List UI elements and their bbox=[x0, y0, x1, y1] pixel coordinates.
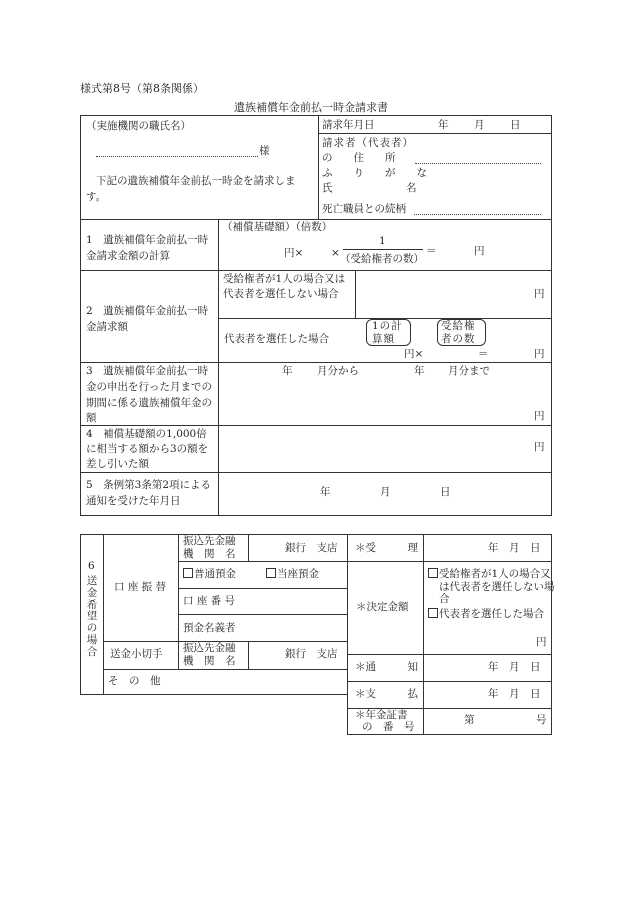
row2-rep-label: 代表者を選任した場合 bbox=[224, 333, 329, 345]
row4-label: 4 補償基礎額の1,000倍に相当する額から3の額を差し引いた額 bbox=[86, 428, 209, 471]
date-year: 年 bbox=[438, 119, 449, 131]
address-label: の 住 所 bbox=[322, 152, 396, 164]
certificate-go: 号 bbox=[536, 714, 547, 726]
row1-times: × bbox=[331, 247, 340, 259]
other-label: そ の 他 bbox=[108, 675, 161, 687]
check-label: 送金小切手 bbox=[110, 648, 163, 660]
row1-basic-label: （補償基礎額）（倍数） bbox=[222, 221, 333, 233]
received-date: 年 月 日 bbox=[488, 542, 541, 554]
row3-label: 3 遺族補償年金前払一時金の申出を行った月までの期間に係る遺族補償年金の額 bbox=[86, 365, 212, 425]
row4-yen: 円 bbox=[534, 441, 545, 453]
ordinary-checkbox[interactable] bbox=[183, 568, 193, 578]
row2-single-yen: 円 bbox=[534, 288, 545, 300]
payment-label: ＊支 払 bbox=[355, 688, 418, 700]
row2-equals: ＝ bbox=[478, 348, 489, 360]
decide-option-1[interactable] bbox=[428, 568, 561, 606]
row1-fraction-bar bbox=[343, 249, 423, 250]
sama-label: 様 bbox=[259, 145, 270, 157]
decide-option-1-label: 受給権者が1人の場合又は代表者を選任しない場合 bbox=[439, 568, 555, 606]
form-title: 遺族補償年金前払一時金請求書 bbox=[234, 101, 388, 114]
row2-single-label: 受給権者が1人の場合又は代表者を選任しない場合 bbox=[223, 273, 346, 301]
name-label: 氏 名 bbox=[322, 182, 417, 194]
section6-vertical-label: 送金希望の場合 bbox=[86, 575, 98, 658]
current-label: 当座預金 bbox=[277, 568, 319, 580]
bank-branch-b: 銀行 支店 bbox=[285, 648, 338, 660]
row1-denominator: （受給権者の数） bbox=[340, 253, 424, 265]
row1-yen: 円 bbox=[474, 245, 485, 257]
payment-date: 年 月 日 bbox=[488, 688, 541, 700]
date-day: 日 bbox=[510, 119, 521, 131]
decide-option-2-label: 代表者を選任した場合 bbox=[439, 608, 544, 620]
row3-to-year: 年 bbox=[414, 365, 425, 377]
row2-yen: 円 bbox=[534, 348, 545, 360]
relation-label: 死亡職員との続柄 bbox=[322, 203, 406, 215]
row2-label: 2 遺族補償年金前払一時金請求額 bbox=[86, 305, 209, 334]
current-checkbox[interactable] bbox=[266, 568, 276, 578]
address-line[interactable] bbox=[415, 163, 541, 164]
claimant-label: 請求者（代表者） bbox=[322, 137, 414, 149]
row3-yen: 円 bbox=[534, 410, 545, 422]
ordinary-label: 普通預金 bbox=[194, 568, 236, 580]
row1-label: 1 遺族補償年金前払一時金請求金額の計算 bbox=[86, 234, 209, 263]
decide-option-1-checkbox[interactable] bbox=[428, 568, 438, 578]
received-label: ＊受 理 bbox=[355, 542, 418, 554]
certificate-label-2: の 番 号 bbox=[362, 721, 415, 733]
org-label: （実施機関の職氏名） bbox=[86, 120, 191, 132]
row3-from: 月分から bbox=[317, 365, 359, 377]
decide-option-2-checkbox[interactable] bbox=[428, 608, 438, 618]
row3-to: 月分まで bbox=[448, 365, 490, 377]
row5-year: 年 bbox=[320, 486, 331, 498]
bank-label-2b: 機 関 名 bbox=[183, 655, 236, 667]
row5-month: 月 bbox=[380, 486, 391, 498]
request-text: 下記の遺族補償年金前払一時金を請求します。 bbox=[86, 175, 296, 204]
row5-day: 日 bbox=[440, 486, 451, 498]
row3-from-year: 年 bbox=[282, 365, 293, 377]
deposit-current[interactable] bbox=[266, 568, 319, 581]
furigana-label: ふ り が な bbox=[322, 167, 427, 179]
row2-yen-times: 円× bbox=[404, 348, 424, 360]
row1-equals: ＝ bbox=[426, 245, 437, 257]
notice-date: 年 月 日 bbox=[488, 661, 541, 673]
decided-amount-label: ＊決定金額 bbox=[356, 601, 409, 613]
date-month: 月 bbox=[474, 119, 485, 131]
account-name-label: 預金名義者 bbox=[183, 622, 236, 634]
account-number-label: 口 座 番 号 bbox=[183, 595, 236, 607]
bank-label-2: 機 関 名 bbox=[183, 548, 236, 560]
row1-numerator: 1 bbox=[379, 235, 386, 247]
section6-number: 6 bbox=[88, 560, 95, 572]
bank-branch: 銀行 支店 bbox=[285, 542, 338, 554]
transfer-label: 口 座 振 替 bbox=[114, 581, 167, 593]
certificate-label-1: ＊年金証書 bbox=[355, 709, 408, 721]
deposit-ordinary[interactable] bbox=[183, 568, 236, 581]
row2-calc-label: 1の計算額 bbox=[372, 320, 403, 345]
certificate-dai: 第 bbox=[464, 714, 475, 726]
relation-line[interactable] bbox=[414, 214, 541, 215]
date-label: 請求年月日 bbox=[322, 119, 375, 131]
decided-yen: 円 bbox=[536, 636, 547, 648]
decide-option-2[interactable] bbox=[428, 608, 561, 621]
org-name-line[interactable] bbox=[96, 156, 258, 157]
row1-yen-times: 円× bbox=[284, 247, 304, 259]
bank-label-1: 振込先金融 bbox=[183, 535, 236, 547]
notice-label: ＊通 知 bbox=[355, 661, 418, 673]
row2-holders-label: 受給権者の数 bbox=[441, 320, 476, 345]
form-number: 様式第8号（第8条関係） bbox=[80, 82, 204, 95]
bank-label-1b: 振込先金融 bbox=[183, 642, 236, 654]
row5-label: 5 条例第3条第2項による通知を受けた年月日 bbox=[86, 479, 212, 508]
